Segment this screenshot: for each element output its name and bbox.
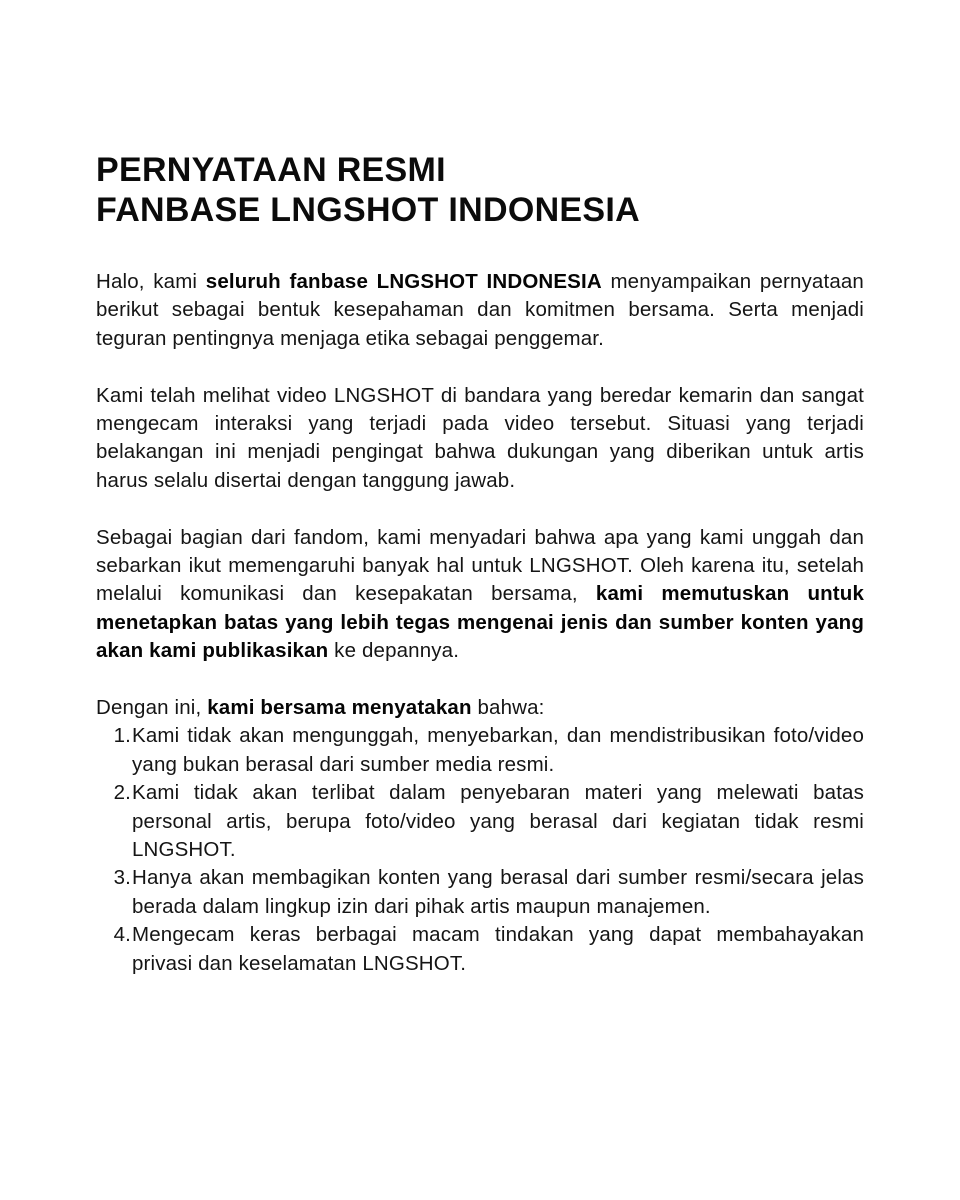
title-line-2: FANBASE LNGSHOT INDONESIA: [96, 191, 640, 229]
list-item: [96, 921, 864, 978]
paragraph-decision: [96, 524, 864, 666]
title-line-1: PERNYATAAN RESMI: [96, 151, 446, 189]
list-item: [96, 864, 864, 921]
paragraph-greeting-post: menyampaikan pernyataan berikut sebagai bentuk kesepahaman dan komitmen bersama. Serta menjadi teguran pentingnya menjaga etika sebagai penggemar.: [96, 270, 864, 350]
list-item-number: 1.: [113, 724, 131, 748]
paragraph-video-context: Kami telah melihat video LNGSHOT di bandara yang beredar kemarin dan sangat mengecam interaksi yang terjadi pada video tersebut. Situasi yang terjadi belakangan ini menjadi pengingat bahwa dukungan yang diberikan untuk artis harus selalu disertai dengan tanggung jawab.: [96, 383, 864, 492]
list-item-number: 4.: [113, 923, 131, 947]
statement-title: [96, 150, 864, 230]
commitment-list: [96, 722, 864, 978]
paragraph-declaration-pre: Dengan ini,: [96, 696, 208, 720]
paragraph-declaration-post: bahwa:: [471, 696, 545, 720]
list-item-text: Mengecam keras berbagai macam tindakan yang dapat membahayakan privasi dan keselamatan LNGSHOT.: [132, 923, 864, 975]
list-item: [96, 722, 864, 779]
paragraph-greeting: [96, 268, 864, 353]
paragraph-greeting-bold: seluruh fanbase LNGSHOT INDONESIA: [205, 270, 602, 293]
list-item-text: Kami tidak akan mengunggah, menyebarkan, dan mendistribusikan foto/video yang bukan berasal dari sumber media resmi.: [132, 724, 864, 776]
paragraph-declaration-bold: kami bersama menyatakan: [207, 696, 472, 720]
statement-document: [96, 150, 864, 978]
paragraph-decision-bold: kami memutuskan untuk menetapkan batas yang lebih tegas mengenai jenis dan sumber konten yang akan kami publikasikan: [96, 582, 864, 663]
paragraph-decision-pre: Sebagai bagian dari fandom, kami menyadari bahwa apa yang kami unggah dan sebarkan ikut memengaruhi banyak hal untuk LNGSHOT. Oleh karena itu, setelah melalui komunikasi dan kesepakatan bersama,: [96, 525, 864, 606]
list-item-text: Kami tidak akan terlibat dalam penyebaran materi yang melewati batas personal artis, berupa foto/video yang berasal dari kegiatan tidak resmi LNGSHOT.: [132, 781, 864, 862]
list-item: [96, 779, 864, 864]
list-item-number: 3.: [113, 866, 131, 890]
paragraph-greeting-pre: Halo, kami: [96, 270, 206, 293]
paragraph-declaration-intro: [96, 694, 864, 722]
list-item-number: 2.: [113, 781, 131, 805]
paragraph-decision-post: ke depannya.: [328, 639, 460, 663]
list-item-text: Hanya akan membagikan konten yang berasal dari sumber resmi/secara jelas berada dalam lingkup izin dari pihak artis maupun manajemen.: [132, 866, 864, 918]
